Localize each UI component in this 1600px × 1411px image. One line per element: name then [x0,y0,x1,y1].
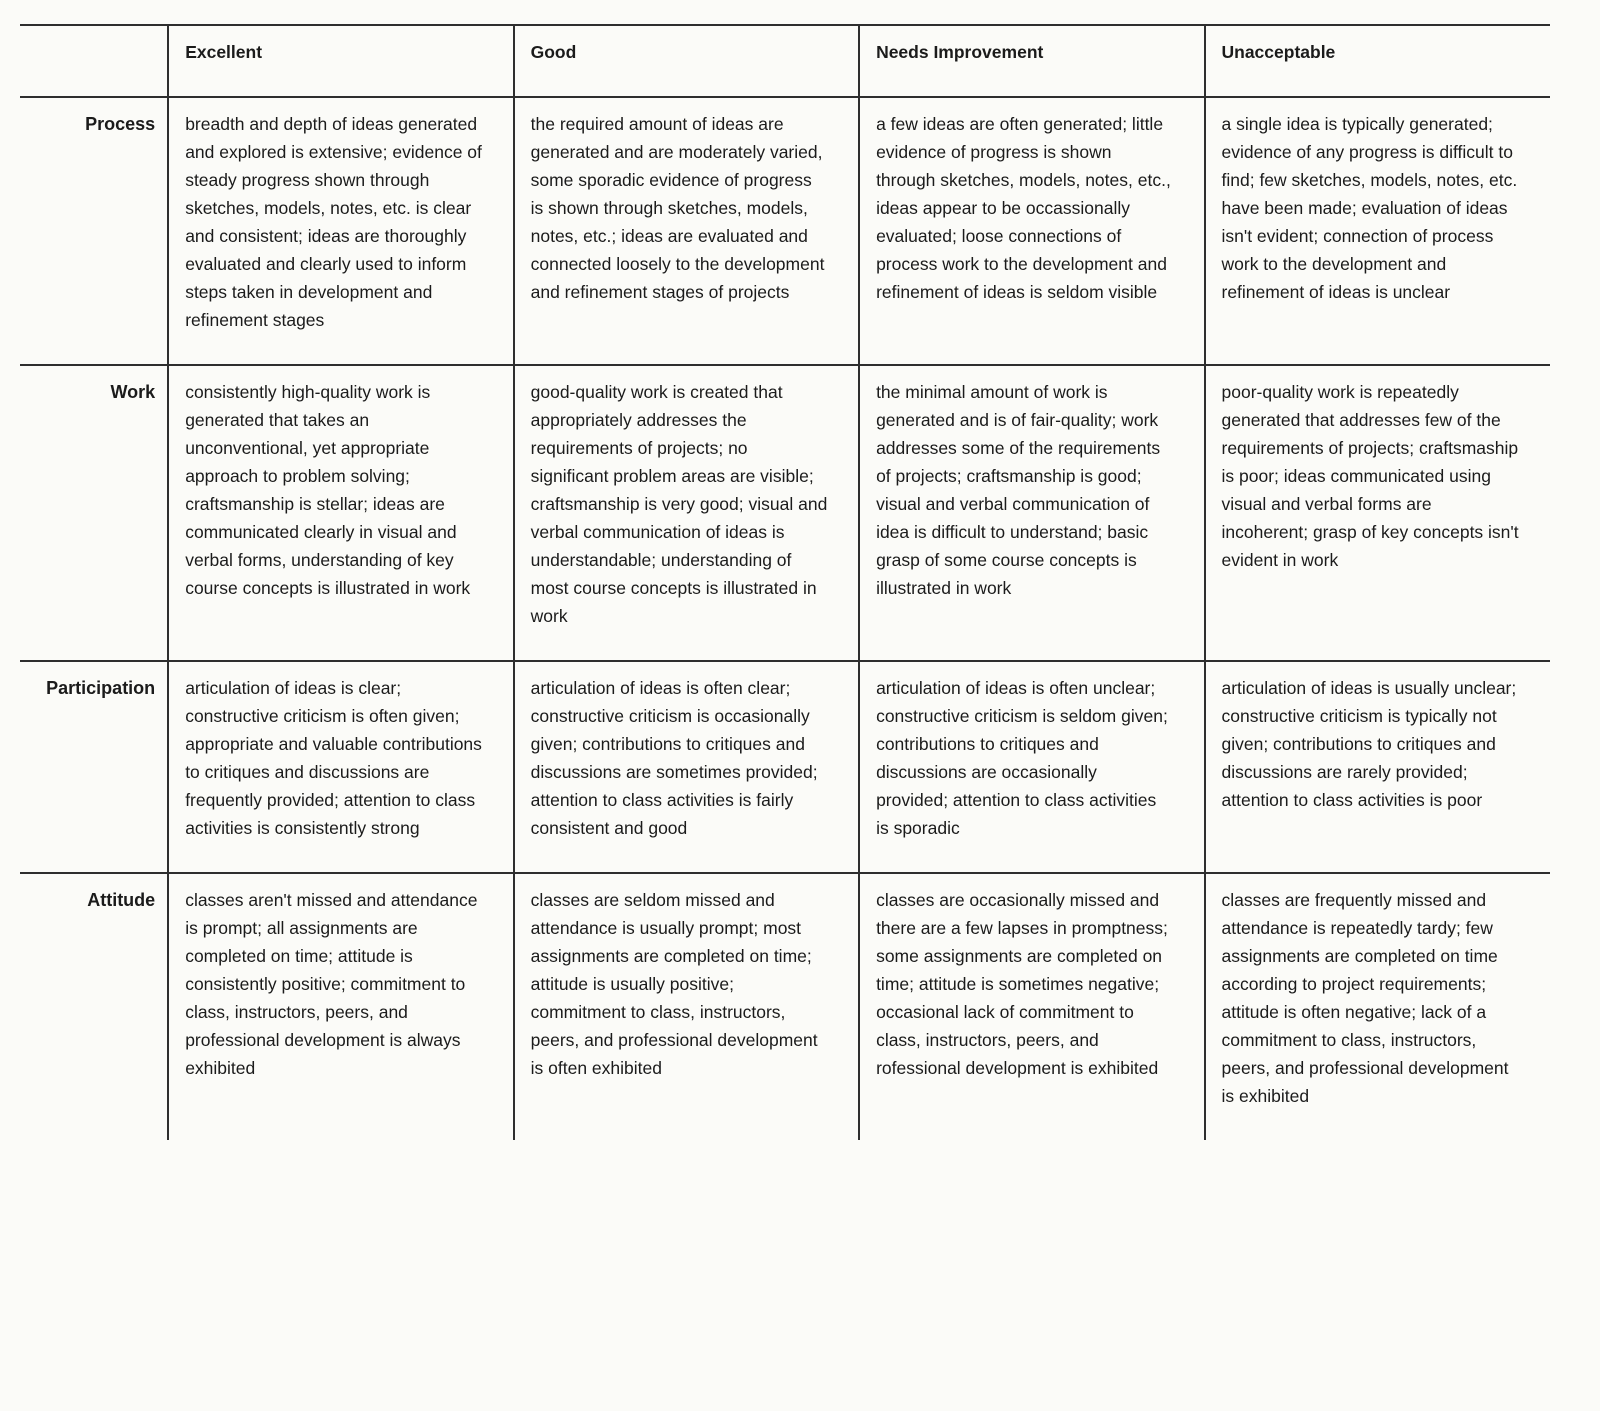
row-label-process: Process [85,114,156,134]
cell-process-needs-improvement: a few ideas are often generated; little evidence of progress is shown through sketches, models, notes, etc., ideas appear to be occassionally evaluated; loose connections of process work to the development and refinement of ideas is seldom visible [859,97,1204,365]
row-label-attitude: Attitude [87,890,156,910]
cell-attitude-good: classes are seldom missed and attendance is usually prompt; most assignments are completed on time; attitude is usually positive; commitment to class, instructors, peers, and professional development is often exhibited [514,873,859,1140]
table-row-process [20,97,1550,365]
column-header-excellent: Excellent [168,25,513,97]
column-header-needs-improvement: Needs Improvement [859,25,1204,97]
cell-participation-needs-improvement: articulation of ideas is often unclear; constructive criticism is seldom given; contributions to critiques and discussions are occasionally provided; attention to class activities is sporadic [859,661,1204,873]
cell-work-unacceptable: poor-quality work is repeatedly generated that addresses few of the requirements of projects; craftsmaship is poor; ideas communicated using visual and verbal forms are incoherent; grasp of key concepts isn't evident in work [1205,365,1551,661]
column-header-good: Good [514,25,859,97]
cell-process-unacceptable: a single idea is typically generated; evidence of any progress is difficult to find; few sketches, models, notes, etc. have been made; evaluation of ideas isn't evident; connection of process work to the development and refinement of ideas is unclear [1205,97,1551,365]
cell-participation-unacceptable: articulation of ideas is usually unclear; constructive criticism is typically not given; contributions to critiques and discussions are rarely provided; attention to class activities is poor [1205,661,1551,873]
cell-attitude-unacceptable: classes are frequently missed and attendance is repeatedly tardy; few assignments are completed on time according to project requirements; attitude is often negative; lack of a commitment to class, instructors, peers, and professional development is exhibited [1205,873,1551,1140]
rubric-table [20,24,1550,1140]
table-row-attitude [20,873,1550,1140]
cell-work-good: good-quality work is created that appropriately addresses the requirements of projects; no significant problem areas are visible; craftsmanship is very good; visual and verbal communication of ideas is understandable; understanding of most course concepts is illustrated in work [514,365,859,661]
cell-attitude-needs-improvement: classes are occasionally missed and there are a few lapses in promptness; some assignments are completed on time; attitude is sometimes negative; occasional lack of commitment to class, instructors, peers, and rofessional development is exhibited [859,873,1204,1140]
header-row [20,25,1550,97]
cell-process-excellent: breadth and depth of ideas generated and explored is extensive; evidence of steady progress shown through sketches, models, notes, etc. is clear and consistent; ideas are thoroughly evaluated and clearly used to inform steps taken in development and refinement stages [168,97,513,365]
row-label-participation: Participation [46,678,156,698]
table-row-work [20,365,1550,661]
cell-attitude-excellent: classes aren't missed and attendance is prompt; all assignments are completed on time; attitude is consistently positive; commitment to class, instructors, peers, and professional development is always exhibited [168,873,513,1140]
column-header-unacceptable: Unacceptable [1205,25,1551,97]
cell-participation-good: articulation of ideas is often clear; constructive criticism is occasionally given; contributions to critiques and discussions are sometimes provided; attention to class activities is fairly consistent and good [514,661,859,873]
cell-work-excellent: consistently high-quality work is generated that takes an unconventional, yet appropriate approach to problem solving; craftsmanship is stellar; ideas are communicated clearly in visual and verbal forms, understanding of key course concepts is illustrated in work [168,365,513,661]
header-empty-corner [20,25,168,97]
cell-participation-excellent: articulation of ideas is clear; constructive criticism is often given; appropriate and valuable contributions to critiques and discussions are frequently provided; attention to class activities is consistently strong [168,661,513,873]
table-row-participation [20,661,1550,873]
cell-work-needs-improvement: the minimal amount of work is generated and is of fair-quality; work addresses some of the requirements of projects; craftsmanship is good; visual and verbal communication of idea is difficult to understand; basic grasp of some course concepts is illustrated in work [859,365,1204,661]
cell-process-good: the required amount of ideas are generated and are moderately varied, some sporadic evidence of progress is shown through sketches, models, notes, etc.; ideas are evaluated and connected loosely to the development and refinement stages of projects [514,97,859,365]
row-label-work: Work [110,382,156,402]
